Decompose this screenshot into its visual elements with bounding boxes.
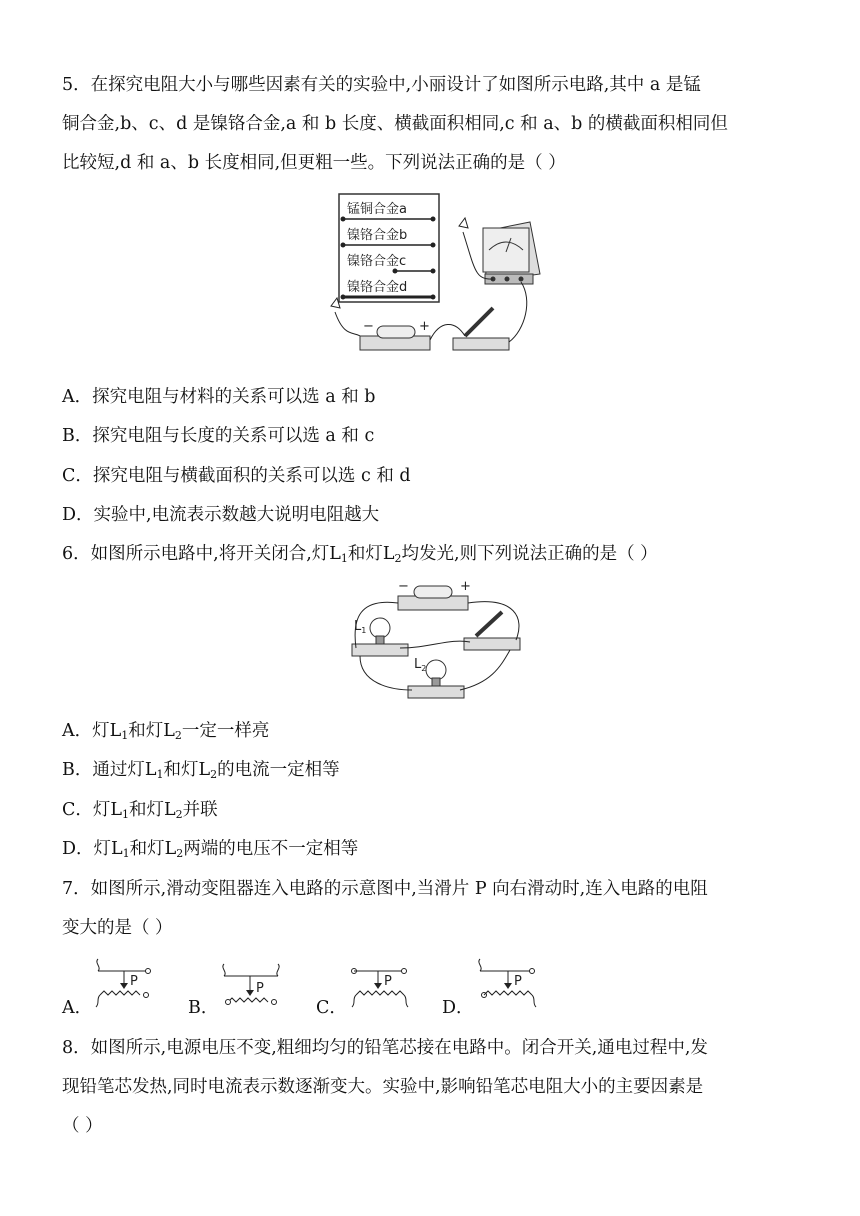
q6-battery-minus: − — [398, 579, 409, 594]
q7-rheostat-d — [474, 955, 540, 1009]
q5-wire-label-b: 镍铬合金b — [347, 228, 408, 243]
q5-stem-line-2: 铜合金,b、c、d 是镍铬合金,a 和 b 长度、横截面积相同,c 和 a、b 的横截面积相同但 — [62, 114, 728, 134]
q7-rheostat-a — [92, 955, 154, 1009]
q7-rheostat-b — [218, 960, 284, 1010]
q5-wire-label-d: 镍铬合金d — [347, 280, 408, 295]
q8-stem-line-1: 8．如图所示,电源电压不变,粗细均匀的铅笔芯接在电路中。闭合开关,通电过程中,发 — [62, 1038, 708, 1058]
q8-stem-line-2: 现铅笔芯发热,同时电流表示数逐渐变大。实验中,影响铅笔芯电阻大小的主要因素是 — [62, 1077, 704, 1097]
q6-lamp1-label: $L_1$ — [354, 619, 367, 635]
q5-battery-minus: − — [363, 319, 374, 334]
q6-option-b: B．通过灯$L_1$和灯$L_2$的电流一定相等 — [62, 760, 340, 781]
q7-a-slider-label: P — [130, 974, 138, 989]
q7-option-a-letter: A． — [62, 998, 93, 1018]
q5-stem-line-1: 5．在探究电阻大小与哪些因素有关的实验中,小丽设计了如图所示电路,其中 a 是锰 — [62, 75, 701, 95]
q7-b-slider-label: P — [256, 981, 264, 996]
q5-wire-label-c: 镍铬合金c — [347, 254, 407, 269]
q6-circuit-figure — [340, 578, 530, 706]
q5-wire-label-a: 锰铜合金a — [347, 202, 407, 217]
q5-circuit-figure — [325, 190, 545, 360]
q6-option-a: A．灯$L_1$和灯$L_2$一定一样亮 — [62, 721, 270, 742]
q7-option-d-letter: D． — [442, 998, 474, 1018]
q5-option-a: A．探究电阻与材料的关系可以选 a 和 b — [62, 387, 376, 407]
q7-d-slider-label: P — [514, 974, 522, 989]
q6-option-d: D．灯$L_1$和灯$L_2$两端的电压不一定相等 — [62, 839, 359, 860]
q5-option-d: D．实验中,电流表示数越大说明电阻越大 — [62, 505, 380, 525]
q5-option-c: C．探究电阻与横截面积的关系可以选 c 和 d — [62, 466, 411, 486]
q7-option-c-letter: C． — [316, 998, 347, 1018]
q7-stem-line-1: 7．如图所示,滑动变阻器连入电路的示意图中,当滑片 P 向右滑动时,连入电路的电阻 — [62, 879, 708, 899]
q5-battery-plus: + — [419, 319, 430, 334]
q8-stem-line-3: （ ） — [62, 1116, 103, 1136]
q6-lamp2-label: $L_2$ — [414, 657, 427, 673]
q6-stem: 6．如图所示电路中,将开关闭合,灯$L_1$和灯$L_2$均发光,则下列说法正确的是（ ） — [62, 544, 658, 565]
q7-c-slider-label: P — [384, 974, 392, 989]
q6-option-c: C．灯$L_1$和灯$L_2$并联 — [62, 800, 218, 821]
q6-battery-plus: + — [460, 579, 471, 594]
q5-stem-line-3: 比较短,d 和 a、b 长度相同,但更粗一些。下列说法正确的是（ ） — [62, 153, 566, 173]
q7-stem-line-2: 变大的是（ ） — [62, 918, 173, 938]
q5-option-b: B．探究电阻与长度的关系可以选 a 和 c — [62, 426, 375, 446]
q7-option-b-letter: B． — [188, 998, 219, 1018]
q7-rheostat-c — [346, 955, 412, 1009]
